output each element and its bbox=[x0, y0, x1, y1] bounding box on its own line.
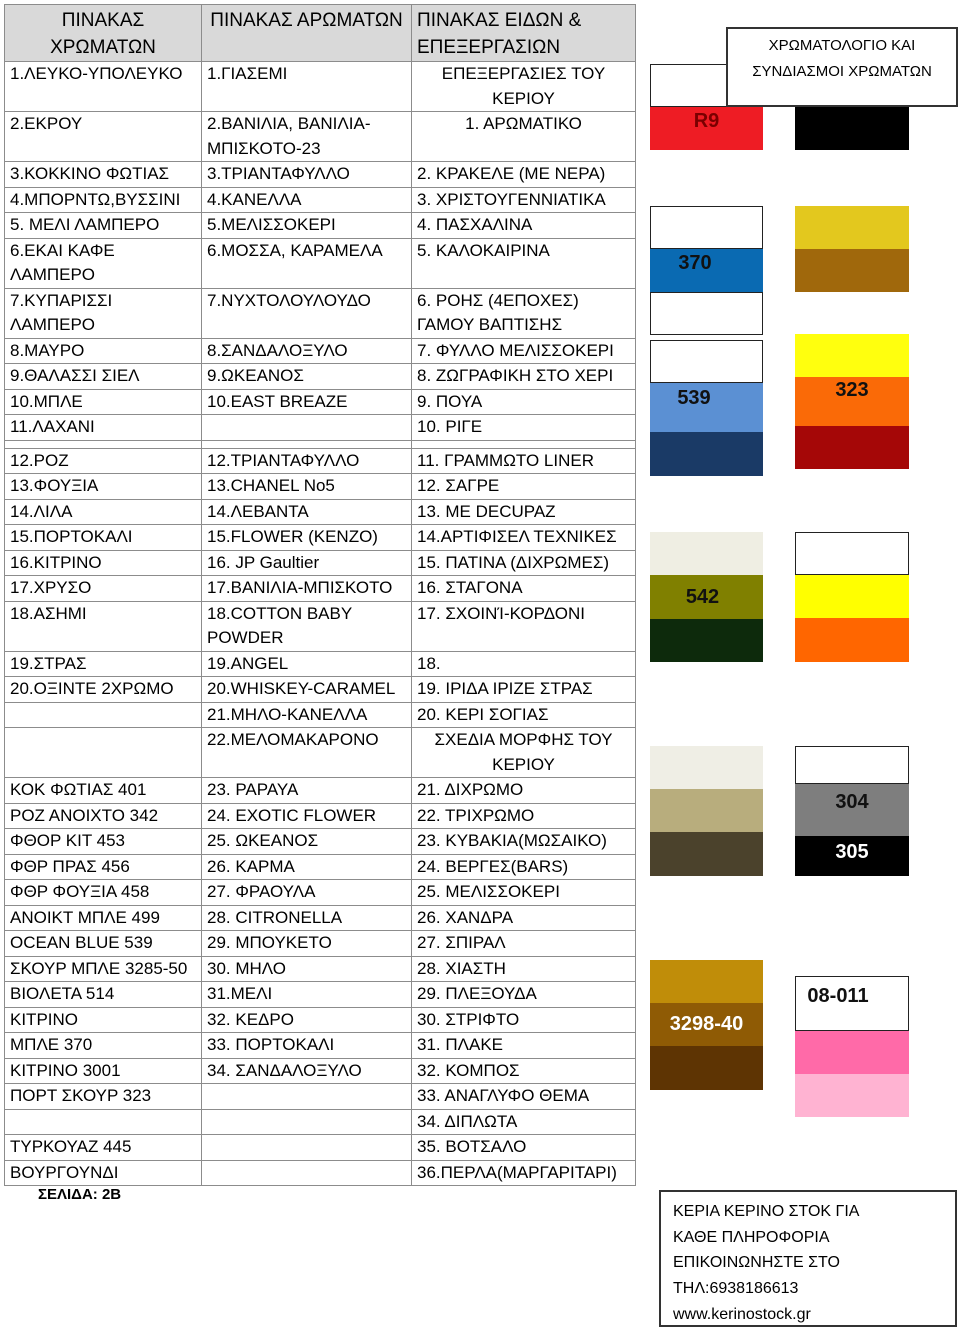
type-cell: 21. ΔΙΧΡΩΜΟ bbox=[412, 778, 636, 804]
color-cell: ΑΝΟΙΚΤ ΜΠΛΕ 499 bbox=[5, 905, 202, 931]
type-cell: 16. ΣΤΑΓΟΝΑ bbox=[412, 576, 636, 602]
type-cell: 24. ΒΕΡΓΕΣ(BARS) bbox=[412, 854, 636, 880]
color-cell: ΚΙΤΡΙΝΟ bbox=[5, 1007, 202, 1033]
scent-cell: 21.ΜΗΛΟ-ΚΑΝΕΛΛΑ bbox=[202, 702, 412, 728]
type-cell: 13. ΜΕ DECUPAZ bbox=[412, 499, 636, 525]
scent-cell: 1.ΓΙΑΣΕΜΙ bbox=[202, 62, 412, 112]
table-row bbox=[5, 448, 636, 474]
swatch-code-label: 3298-40 bbox=[669, 1013, 744, 1035]
color-cell bbox=[5, 702, 202, 728]
color-cell: ΜΠΛΕ 370 bbox=[5, 1033, 202, 1059]
scent-cell: 30. ΜΗΛΟ bbox=[202, 956, 412, 982]
table-row bbox=[5, 1135, 636, 1161]
type-cell: 10. ΡΙΓΕ bbox=[412, 415, 636, 441]
color-swatch bbox=[795, 575, 909, 618]
type-cell: 4. ΠΑΣΧΑΛΙΝΑ bbox=[412, 213, 636, 239]
color-swatch bbox=[650, 532, 763, 575]
table-row bbox=[5, 651, 636, 677]
header-types: ΠΙΝΑΚΑΣ ΕΙΔΩΝ & ΕΠΕΞΕΡΓΑΣΙΩΝ bbox=[412, 5, 636, 62]
color-swatch bbox=[795, 426, 909, 469]
table-row bbox=[5, 525, 636, 551]
table-row bbox=[5, 1007, 636, 1033]
table-row bbox=[5, 213, 636, 239]
scent-cell: 24. EXOTIC FLOWER bbox=[202, 803, 412, 829]
color-cell: ΤΥΡΚΟΥΑΖ 445 bbox=[5, 1135, 202, 1161]
type-cell: 27. ΣΠΙΡΑΛ bbox=[412, 931, 636, 957]
table-row bbox=[5, 474, 636, 500]
scent-cell: 20.WHISKEY-CARAMEL bbox=[202, 677, 412, 703]
type-cell: 33. ΑΝΑΓΛΥΦΟ ΘΕΜΑ bbox=[412, 1084, 636, 1110]
type-cell: 11. ΓΡΑΜΜΩΤΟ LINER bbox=[412, 448, 636, 474]
type-cell: 34. ΔΙΠΛΩΤΑ bbox=[412, 1109, 636, 1135]
scent-cell: 26. ΚΑΡΜΑ bbox=[202, 854, 412, 880]
swatch-code-label: 305 bbox=[835, 841, 869, 863]
scent-cell: 27. ΦΡΑΟΥΛΑ bbox=[202, 880, 412, 906]
color-swatch bbox=[795, 249, 909, 292]
table-row bbox=[5, 364, 636, 390]
contact-box bbox=[659, 1190, 957, 1327]
table-row bbox=[5, 702, 636, 728]
table-row bbox=[5, 956, 636, 982]
type-cell: 36.ΠΕΡΛΑ(ΜΑΡΓΑΡΙΤΑΡΙ) bbox=[412, 1160, 636, 1186]
table-row bbox=[5, 1033, 636, 1059]
swatch-code-label: 539 bbox=[677, 387, 711, 409]
type-cell: 14.ΑΡΤΙΦΙΣΕΛ ΤΕΧΝΙΚΕΣ bbox=[412, 525, 636, 551]
color-cell: 6.ΕΚΑΙ ΚΑΦΕ ΛΑΜΠΕΡΟ bbox=[5, 238, 202, 288]
color-cell: 11.ΛΑΧΑΝΙ bbox=[5, 415, 202, 441]
table-row bbox=[5, 905, 636, 931]
table-row bbox=[5, 728, 636, 778]
table-row bbox=[5, 338, 636, 364]
scent-cell: 10.EAST BREAZE bbox=[202, 389, 412, 415]
color-swatch bbox=[650, 432, 763, 476]
type-cell: 15. ΠΑΤΙΝΑ (ΔΙΧΡΩΜΕΣ) bbox=[412, 550, 636, 576]
table-row bbox=[5, 931, 636, 957]
color-cell: OCEAN BLUE 539 bbox=[5, 931, 202, 957]
color-swatch bbox=[650, 340, 763, 383]
color-cell: 8.ΜΑΥΡΟ bbox=[5, 338, 202, 364]
color-cell: ΒΟΥΡΓΟΥΝΔΙ bbox=[5, 1160, 202, 1186]
table-row bbox=[5, 288, 636, 338]
scent-cell: 16. JP Gaultier bbox=[202, 550, 412, 576]
scent-cell: 19.ANGEL bbox=[202, 651, 412, 677]
scent-cell bbox=[202, 1160, 412, 1186]
color-cell: 2.ΕΚΡΟΥ bbox=[5, 112, 202, 162]
color-swatch bbox=[795, 334, 909, 377]
table-row bbox=[5, 1058, 636, 1084]
table-row bbox=[5, 1160, 636, 1186]
swatch-code-label: 542 bbox=[685, 586, 720, 608]
color-cell: ΦΘΡ ΦΟΥΞΙΑ 458 bbox=[5, 880, 202, 906]
color-cell: 1.ΛΕΥΚΟ-ΥΠΟΛΕΥΚΟ bbox=[5, 62, 202, 112]
table-row bbox=[5, 982, 636, 1008]
color-cell: 3.ΚΟΚΚΙΝΟ ΦΩΤΙΑΣ bbox=[5, 162, 202, 188]
scent-cell: 2.ΒΑΝΙΛΙΑ, ΒΑΝΙΛΙΑ-ΜΠΙΣΚΟΤΟ-23 bbox=[202, 112, 412, 162]
type-cell: 31. ΠΛΑΚΕ bbox=[412, 1033, 636, 1059]
type-cell: 8. ΖΩΓΡΑΦΙΚΗ ΣΤΟ ΧΕΡΙ bbox=[412, 364, 636, 390]
type-cell: 9. ΠΟΥΑ bbox=[412, 389, 636, 415]
scent-cell: 28. CITRONELLA bbox=[202, 905, 412, 931]
scent-cell: 33. ΠΟΡΤΟΚΑΛΙ bbox=[202, 1033, 412, 1059]
contact-website[interactable]: www.kerinostock.gr bbox=[673, 1305, 811, 1323]
contact-line: ΕΠΙΚΟΙΝΩΝΗΣΤΕ ΣΤΟ bbox=[673, 1254, 840, 1272]
table-row bbox=[5, 550, 636, 576]
type-cell: 20. ΚΕΡΙ ΣΟΓΙΑΣ bbox=[412, 702, 636, 728]
type-cell: 1. ΑΡΩΜΑΤΙΚΟ bbox=[412, 112, 636, 162]
table-row bbox=[5, 854, 636, 880]
table-row bbox=[5, 829, 636, 855]
color-cell: ΣΚΟΥΡ ΜΠΛΕ 3285-50 bbox=[5, 956, 202, 982]
table-row bbox=[5, 112, 636, 162]
scent-cell: 15.FLOWER (KENZO) bbox=[202, 525, 412, 551]
contact-phone: ΤΗΛ:6938186613 bbox=[673, 1280, 799, 1298]
color-cell: 4.ΜΠΟΡΝΤΩ,ΒΥΣΣΙΝΙ bbox=[5, 187, 202, 213]
color-cell bbox=[5, 728, 202, 778]
color-swatch bbox=[795, 1031, 909, 1074]
swatch-code-label: 370 bbox=[678, 252, 712, 274]
type-cell: 2. ΚΡΑΚΕΛΕ (ΜΕ ΝΕΡΑ) bbox=[412, 162, 636, 188]
color-swatch bbox=[795, 532, 909, 575]
type-cell: 7. ΦΥΛΛΟ ΜΕΛΙΣΣΟΚΕΡΙ bbox=[412, 338, 636, 364]
scent-cell bbox=[202, 1084, 412, 1110]
color-cell: 14.ΛΙΛΑ bbox=[5, 499, 202, 525]
table-row bbox=[5, 1109, 636, 1135]
main-table bbox=[4, 4, 636, 1186]
table-row bbox=[5, 238, 636, 288]
swatch-code-label: 08-011 bbox=[807, 985, 869, 1007]
table-row bbox=[5, 62, 636, 112]
table-row bbox=[5, 1084, 636, 1110]
color-swatch bbox=[795, 107, 909, 150]
table-row bbox=[5, 389, 636, 415]
table-row bbox=[5, 162, 636, 188]
color-cell: 19.ΣΤΡΑΣ bbox=[5, 651, 202, 677]
color-swatch bbox=[650, 746, 763, 789]
color-cell: 10.ΜΠΛΕ bbox=[5, 389, 202, 415]
color-cell: 12.ΡΟΖ bbox=[5, 448, 202, 474]
scent-cell: 5.ΜΕΛΙΣΣΟΚΕΡΙ bbox=[202, 213, 412, 239]
color-cell: 17.ΧΡΥΣΟ bbox=[5, 576, 202, 602]
scent-cell: 9.ΩΚΕΑΝΟΣ bbox=[202, 364, 412, 390]
color-cell: 18.ΑΣΗΜΙ bbox=[5, 601, 202, 651]
type-cell: 26. ΧΑΝΔΡΑ bbox=[412, 905, 636, 931]
scent-cell: 8.ΣΑΝΔΑΛΟΞΥΛΟ bbox=[202, 338, 412, 364]
color-cell bbox=[5, 1109, 202, 1135]
type-cell: 17. ΣΧΟΙΝΊ-ΚΟΡΔΟΝΙ bbox=[412, 601, 636, 651]
color-cell: ΦΘΡ ΠΡΑΣ 456 bbox=[5, 854, 202, 880]
color-swatch bbox=[795, 618, 909, 662]
header-row bbox=[5, 5, 636, 62]
color-cell: 20.ΟΞΙΝΤΕ 2ΧΡΩΜΟ bbox=[5, 677, 202, 703]
table-row bbox=[5, 499, 636, 525]
legend-title: ΧΡΩΜΑΤΟΛΟΓΙΟ ΚΑΙ ΣΥΝΔΙΑΣΜΟΙ ΧΡΩΜΑΤΩΝ bbox=[726, 27, 958, 107]
type-cell: 6. ΡΟΗΣ (4ΕΠΟΧΕΣ) ΓΑΜΟΥ ΒΑΠΤΙΣΗΣ bbox=[412, 288, 636, 338]
table-row bbox=[5, 187, 636, 213]
color-swatch bbox=[650, 1046, 763, 1090]
scent-cell: 3.ΤΡΙΑΝΤΑΦΥΛΛΟ bbox=[202, 162, 412, 188]
type-cell: ΕΠΕΞΕΡΓΑΣΙΕΣ ΤΟΥ ΚΕΡΙΟΥ bbox=[412, 62, 636, 112]
scent-cell: 29. ΜΠΟΥΚΕΤΟ bbox=[202, 931, 412, 957]
scent-cell: 17.ΒΑΝΙΛΙΑ-ΜΠΙΣΚΟΤΟ bbox=[202, 576, 412, 602]
contact-line: ΚΕΡΙΑ ΚΕΡΙΝΟ ΣΤΟΚ ΓΙΑ bbox=[673, 1203, 860, 1220]
type-cell: 32. ΚΟΜΠΟΣ bbox=[412, 1058, 636, 1084]
scent-cell: 12.ΤΡΙΑΝΤΑΦΥΛΛΟ bbox=[202, 448, 412, 474]
color-cell: ΚΟΚ ΦΩΤΙΑΣ 401 bbox=[5, 778, 202, 804]
swatch-code-label: 323 bbox=[835, 379, 869, 401]
scent-cell: 22.ΜΕΛΟΜΑΚΑΡΟΝΟ bbox=[202, 728, 412, 778]
scent-cell: 4.ΚΑΝΕΛΛΑ bbox=[202, 187, 412, 213]
color-cell: 7.ΚΥΠΑΡΙΣΣΙ ΛΑΜΠΕΡΟ bbox=[5, 288, 202, 338]
table-row bbox=[5, 803, 636, 829]
scent-cell: 13.CHANEL No5 bbox=[202, 474, 412, 500]
color-cell: ΠΟΡΤ ΣΚΟΥΡ 323 bbox=[5, 1084, 202, 1110]
scent-cell: 18.COTTON BABY POWDER bbox=[202, 601, 412, 651]
type-cell: 19. ΙΡΙΔΑ ΙΡΙΖΕ ΣΤΡΑΣ bbox=[412, 677, 636, 703]
scent-cell: 7.ΝΥΧΤΟΛΟΥΛΟΥΔΟ bbox=[202, 288, 412, 338]
table-row bbox=[5, 415, 636, 441]
color-cell: 5. ΜΕΛΙ ΛΑΜΠΕΡΟ bbox=[5, 213, 202, 239]
contact-line: ΚΑΘΕ ΠΛΗΡΟΦΟΡΙΑ bbox=[673, 1228, 830, 1246]
color-swatch bbox=[650, 292, 763, 335]
type-cell: ΣΧΕΔΙΑ ΜΟΡΦΗΣ ΤΟΥ ΚΕΡΙΟΥ bbox=[412, 728, 636, 778]
color-swatch bbox=[650, 619, 763, 662]
scent-cell: 34. ΣΑΝΔΑΛΟΞΥΛΟ bbox=[202, 1058, 412, 1084]
type-cell: 29. ΠΛΕΞΟΥΔΑ bbox=[412, 982, 636, 1008]
type-cell: 12. ΣΑΓΡΕ bbox=[412, 474, 636, 500]
color-swatch bbox=[650, 789, 763, 832]
color-cell: ΒΙΟΛΕΤΑ 514 bbox=[5, 982, 202, 1008]
color-swatch bbox=[795, 1074, 909, 1117]
color-swatch bbox=[795, 746, 909, 784]
type-cell: 3. ΧΡΙΣΤΟΥΓΕΝΝΙΑΤΙΚΑ bbox=[412, 187, 636, 213]
scent-cell bbox=[202, 1135, 412, 1161]
swatch-code-label: R9 bbox=[693, 110, 720, 132]
color-cell: 16.ΚΙΤΡΙΝΟ bbox=[5, 550, 202, 576]
color-swatch bbox=[795, 206, 909, 249]
table-row bbox=[5, 778, 636, 804]
color-cell: 15.ΠΟΡΤΟΚΑΛΙ bbox=[5, 525, 202, 551]
spacer-row bbox=[5, 440, 636, 448]
type-cell: 22. ΤΡΙΧΡΩΜΟ bbox=[412, 803, 636, 829]
header-colors: ΠΙΝΑΚΑΣ ΧΡΩΜΑΤΩΝ bbox=[5, 5, 202, 62]
color-swatch bbox=[650, 206, 763, 249]
type-cell: 30. ΣΤΡΙΦΤΟ bbox=[412, 1007, 636, 1033]
scent-cell: 6.ΜΟΣΣΑ, ΚΑΡΑΜΕΛΑ bbox=[202, 238, 412, 288]
header-scents: ΠΙΝΑΚΑΣ ΑΡΩΜΑΤΩΝ bbox=[202, 5, 412, 62]
scent-cell: 31.ΜΕΛΙ bbox=[202, 982, 412, 1008]
swatch-code-label: 304 bbox=[835, 791, 869, 813]
color-cell: ΦΘΟΡ ΚΙΤ 453 bbox=[5, 829, 202, 855]
scent-cell: 14.ΛΕΒΑΝΤΑ bbox=[202, 499, 412, 525]
color-cell: 13.ΦΟΥΞΙΑ bbox=[5, 474, 202, 500]
type-cell: 28. ΧΙΑΣΤΗ bbox=[412, 956, 636, 982]
scent-cell: 25. ΩΚΕΑΝΟΣ bbox=[202, 829, 412, 855]
type-cell: 35. ΒΟΤΣΑΛΟ bbox=[412, 1135, 636, 1161]
scent-cell bbox=[202, 1109, 412, 1135]
table-row bbox=[5, 576, 636, 602]
color-cell: 9.ΘΑΛΑΣΣΙ ΣΙΕΛ bbox=[5, 364, 202, 390]
type-cell: 18. bbox=[412, 651, 636, 677]
page-label: ΣΕΛΙΔΑ: 2Β bbox=[38, 1186, 122, 1203]
table-row bbox=[5, 677, 636, 703]
table-row bbox=[5, 601, 636, 651]
color-swatch bbox=[650, 832, 763, 876]
type-cell: 5. ΚΑΛΟΚΑΙΡΙΝΑ bbox=[412, 238, 636, 288]
type-cell: 23. ΚΥΒΑΚΙΑ(ΜΩΣΑΙΚΟ) bbox=[412, 829, 636, 855]
color-swatch bbox=[650, 960, 763, 1003]
color-cell: ΡΟΖ ΑΝΟΙΧΤΟ 342 bbox=[5, 803, 202, 829]
scent-cell: 32. ΚΕΔΡΟ bbox=[202, 1007, 412, 1033]
scent-cell bbox=[202, 415, 412, 441]
color-cell: ΚΙΤΡΙΝΟ 3001 bbox=[5, 1058, 202, 1084]
scent-cell: 23. PAPAYA bbox=[202, 778, 412, 804]
table-row bbox=[5, 880, 636, 906]
type-cell: 25. ΜΕΛΙΣΣΟΚΕΡΙ bbox=[412, 880, 636, 906]
